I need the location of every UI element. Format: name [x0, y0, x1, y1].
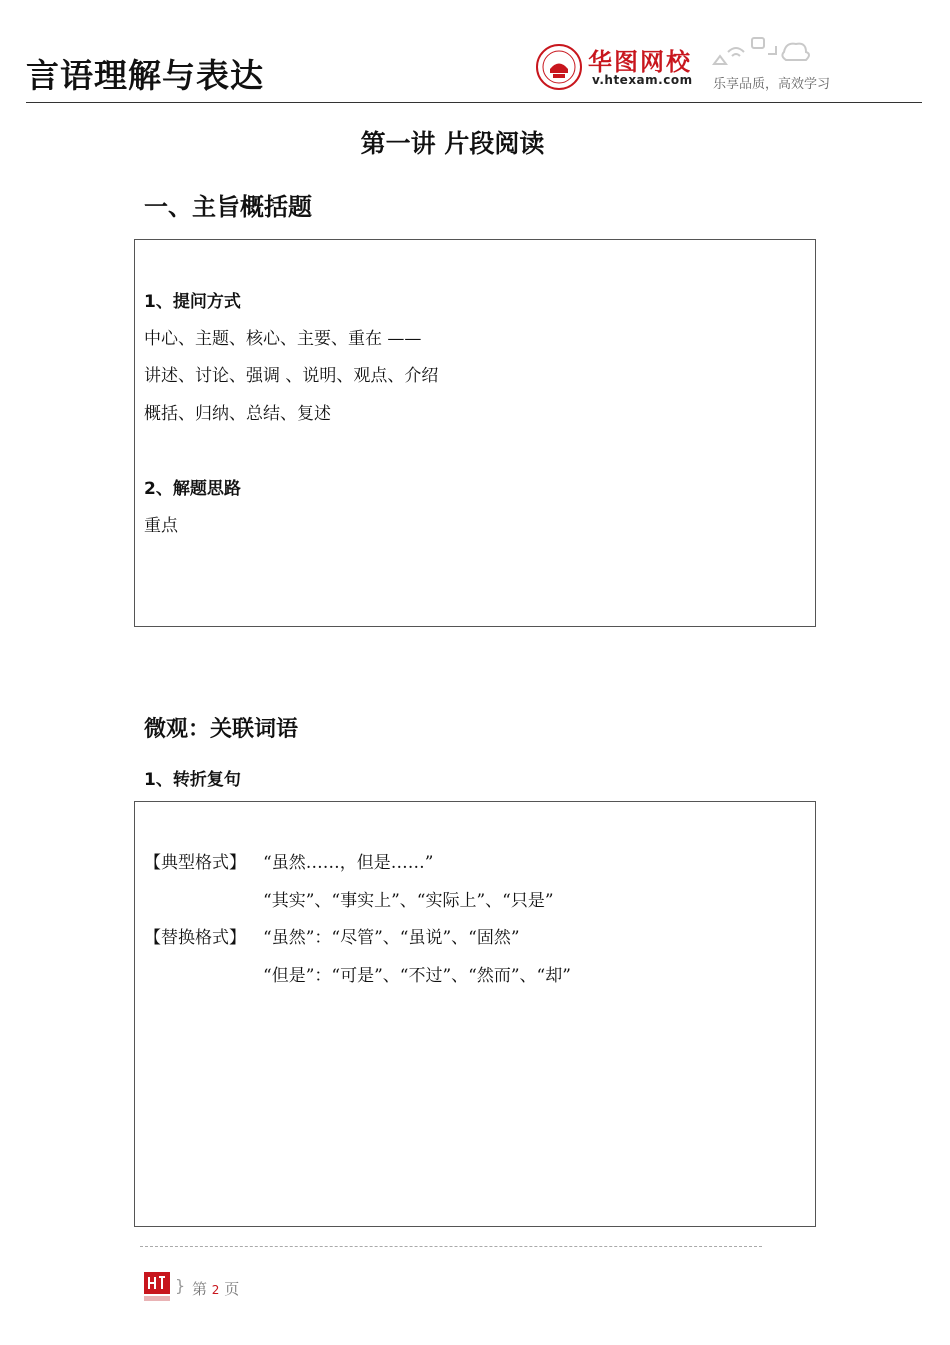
brand-url: v.htexam.com [592, 73, 693, 87]
header-title: 言语理解与表达 [26, 56, 264, 95]
page-number-value: 2 [211, 1283, 220, 1297]
header-divider [26, 102, 922, 103]
section-heading-conjunctions: 微观：关联词语 [144, 717, 299, 742]
solving-approach-title: 2、解题思路 [144, 479, 241, 499]
brand-seal-icon [535, 43, 583, 91]
brand-name: 华图网校 [588, 48, 692, 76]
content-box-adversative [134, 801, 816, 1227]
list-item: 中心、主题、核心、主要、重在 —— [144, 329, 422, 349]
page-suffix: 页 [224, 1280, 240, 1298]
footer-divider [140, 1246, 762, 1247]
footer-brace: } [175, 1276, 186, 1295]
replacement-format-label: 【替换格式】 [144, 928, 246, 948]
list-item: “虽然”：“尽管”、“虽说”、“固然” [263, 928, 520, 948]
cloud-devices-decoration-icon [706, 34, 816, 74]
list-item: “虽然……，但是……” [263, 853, 434, 873]
content-box-main-idea [134, 239, 816, 627]
lecture-title: 第一讲 片段阅读 [360, 129, 545, 158]
page-number [192, 1278, 239, 1299]
list-item: 重点 [144, 516, 178, 536]
list-item: 概括、归纳、总结、复述 [144, 404, 331, 424]
slogan: 乐享品质，高效学习 [713, 77, 831, 92]
typical-format-label: 【典型格式】 [144, 853, 246, 873]
section-heading-main-idea: 一、主旨概括题 [144, 193, 312, 221]
list-item: 讲述、讨论、强调 、说明、观点、介绍 [144, 366, 439, 386]
list-item: “其实”、“事实上”、“实际上”、“只是” [263, 891, 554, 911]
footer-logo-icon [143, 1271, 171, 1303]
subsection-heading-adversative: 1、转折复句 [144, 770, 241, 790]
question-style-title: 1、提问方式 [144, 292, 241, 312]
page-prefix: 第 [192, 1280, 208, 1298]
list-item: “但是”：“可是”、“不过”、“然而”、“却” [263, 966, 571, 986]
